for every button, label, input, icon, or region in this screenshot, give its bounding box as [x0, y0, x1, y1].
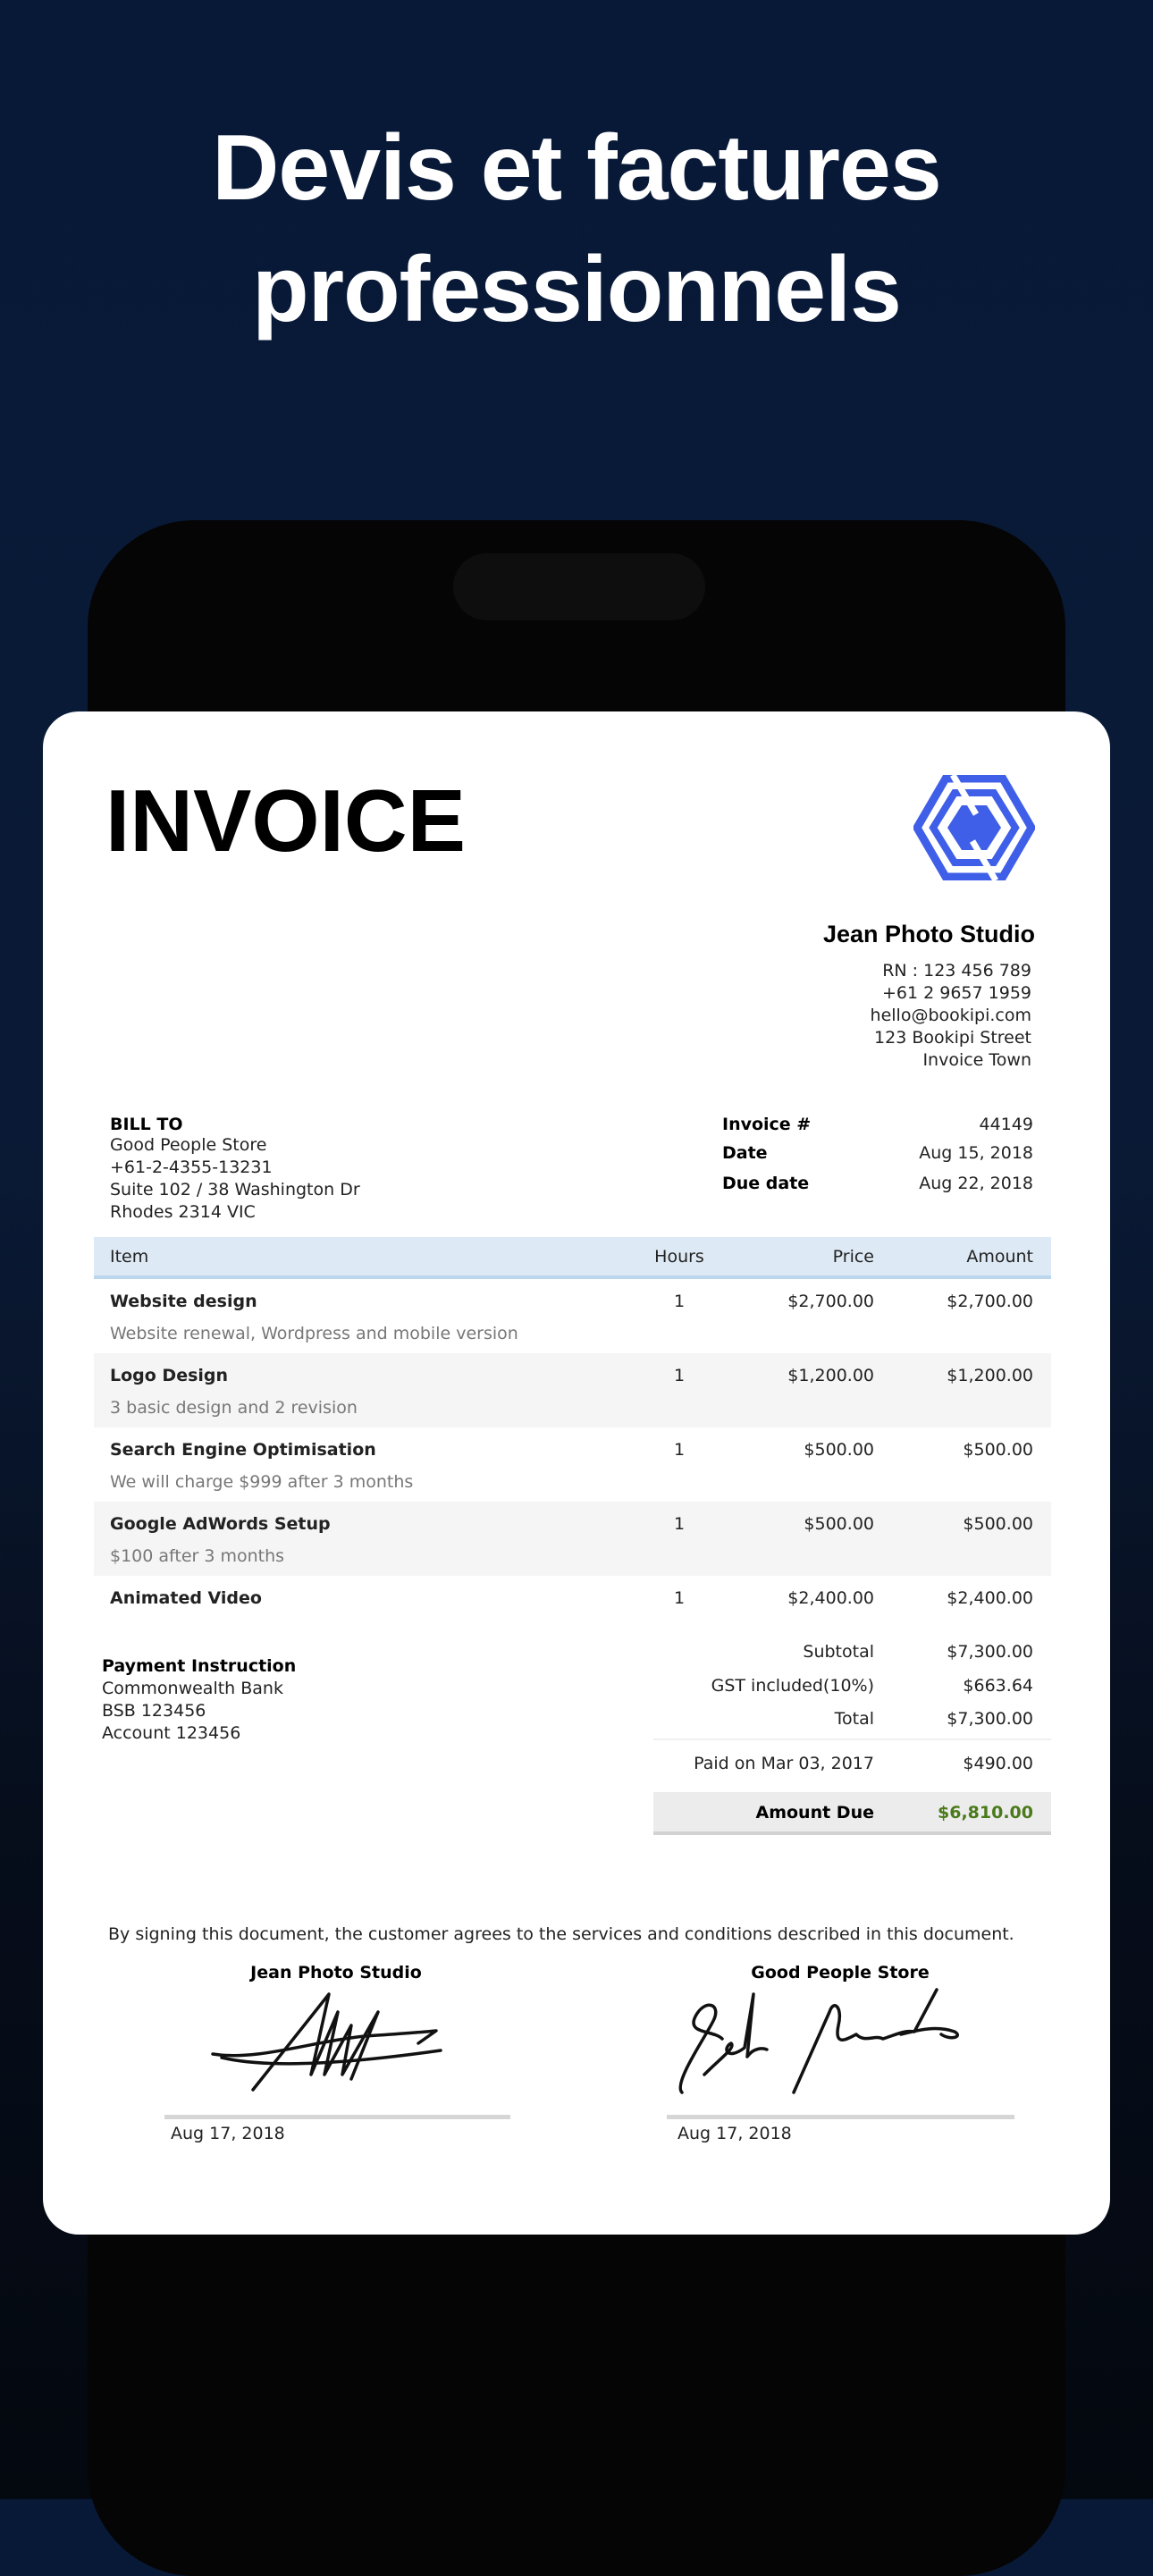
- item-description: $100 after 3 months: [110, 1546, 285, 1566]
- company-email: hello@bookipi.com: [870, 1006, 1031, 1025]
- item-hours: 1: [673, 1366, 686, 1385]
- amount-due-value: $6,810.00: [938, 1803, 1033, 1823]
- item-description: We will charge $999 after 3 months: [110, 1472, 414, 1492]
- signature-name-customer: Good People Store: [751, 1963, 930, 1983]
- gst-value: $663.64: [963, 1676, 1033, 1696]
- signature-date-customer: Aug 17, 2018: [677, 2124, 792, 2143]
- bill-to-label: BILL TO: [110, 1115, 183, 1134]
- totals-divider: [653, 1738, 1051, 1740]
- header-item: Item: [110, 1247, 149, 1267]
- table-row: [94, 1427, 1051, 1502]
- company-rn: RN : 123 456 789: [882, 961, 1031, 981]
- total-label: Total: [834, 1709, 874, 1729]
- company-street: 123 Bookipi Street: [874, 1028, 1031, 1048]
- invoice-document: [43, 711, 1110, 2235]
- signature-name-issuer: Jean Photo Studio: [250, 1963, 422, 1983]
- item-amount: $1,200.00: [947, 1366, 1033, 1385]
- item-amount: $500.00: [963, 1514, 1033, 1534]
- item-price: $2,700.00: [787, 1292, 874, 1311]
- header-hours: Hours: [654, 1247, 704, 1267]
- date-value: Aug 15, 2018: [919, 1143, 1033, 1163]
- due-date-label: Due date: [722, 1174, 810, 1193]
- subtotal-value: $7,300.00: [947, 1642, 1033, 1662]
- item-price: $1,200.00: [787, 1366, 874, 1385]
- item-title: Search Engine Optimisation: [110, 1440, 376, 1460]
- item-amount: $2,400.00: [947, 1588, 1033, 1608]
- headline: [0, 107, 1153, 350]
- headline-line-1: Devis et factures: [212, 116, 941, 220]
- invoice-number-value: 44149: [979, 1115, 1033, 1134]
- payment-account: Account 123456: [102, 1723, 241, 1743]
- header-price: Price: [832, 1247, 874, 1267]
- bill-to-phone: +61-2-4355-13231: [110, 1158, 273, 1177]
- item-description: 3 basic design and 2 revision: [110, 1398, 358, 1418]
- signature-customer-image: [669, 1985, 1044, 2110]
- date-label: Date: [722, 1143, 768, 1163]
- company-town: Invoice Town: [922, 1050, 1031, 1070]
- headline-line-2: professionnels: [252, 238, 901, 341]
- terms-text: By signing this document, the customer agrees to the services and conditions described in this document.: [108, 1924, 1014, 1944]
- item-amount: $500.00: [963, 1440, 1033, 1460]
- item-price: $2,400.00: [787, 1588, 874, 1608]
- payment-instruction-label: Payment Instruction: [102, 1656, 297, 1676]
- item-title: Animated Video: [110, 1588, 262, 1608]
- item-title: Google AdWords Setup: [110, 1514, 331, 1534]
- item-hours: 1: [673, 1292, 686, 1311]
- signature-issuer-image: [204, 1990, 490, 2115]
- item-hours: 1: [673, 1588, 686, 1608]
- table-row: [94, 1502, 1051, 1576]
- signature-line-customer: [667, 2115, 1014, 2119]
- line-items-table: [94, 1237, 1051, 1619]
- table-header: [94, 1237, 1051, 1279]
- paid-label: Paid on Mar 03, 2017: [694, 1754, 874, 1773]
- item-description: Website renewal, Wordpress and mobile version: [110, 1324, 518, 1343]
- payment-bsb: BSB 123456: [102, 1701, 206, 1721]
- company-name: Jean Photo Studio: [822, 921, 1035, 947]
- header-amount: Amount: [966, 1247, 1033, 1267]
- paid-value: $490.00: [963, 1754, 1033, 1773]
- subtotal-label: Subtotal: [803, 1642, 874, 1662]
- invoice-title: INVOICE: [105, 771, 466, 870]
- table-row: [94, 1353, 1051, 1427]
- bill-to-address: Suite 102 / 38 Washington Dr: [110, 1180, 360, 1200]
- payment-bank: Commonwealth Bank: [102, 1679, 283, 1698]
- bill-to-name: Good People Store: [110, 1135, 267, 1155]
- company-logo-icon: [913, 775, 1035, 880]
- item-title: Website design: [110, 1292, 257, 1311]
- dynamic-island: [453, 553, 705, 620]
- item-hours: 1: [673, 1440, 686, 1460]
- due-date-value: Aug 22, 2018: [919, 1174, 1033, 1193]
- table-row: [94, 1576, 1051, 1619]
- total-value: $7,300.00: [947, 1709, 1033, 1729]
- item-amount: $2,700.00: [947, 1292, 1033, 1311]
- company-phone: +61 2 9657 1959: [881, 983, 1031, 1003]
- invoice-number-label: Invoice #: [722, 1115, 812, 1134]
- gst-label: GST included(10%): [711, 1676, 874, 1696]
- signature-date-issuer: Aug 17, 2018: [171, 2124, 285, 2143]
- item-price: $500.00: [804, 1514, 874, 1534]
- item-price: $500.00: [804, 1440, 874, 1460]
- bill-to-city: Rhodes 2314 VIC: [110, 1202, 256, 1222]
- amount-due-label: Amount Due: [755, 1803, 874, 1823]
- signature-line-issuer: [164, 2115, 510, 2119]
- item-hours: 1: [673, 1514, 686, 1534]
- table-row: [94, 1279, 1051, 1353]
- item-title: Logo Design: [110, 1366, 229, 1385]
